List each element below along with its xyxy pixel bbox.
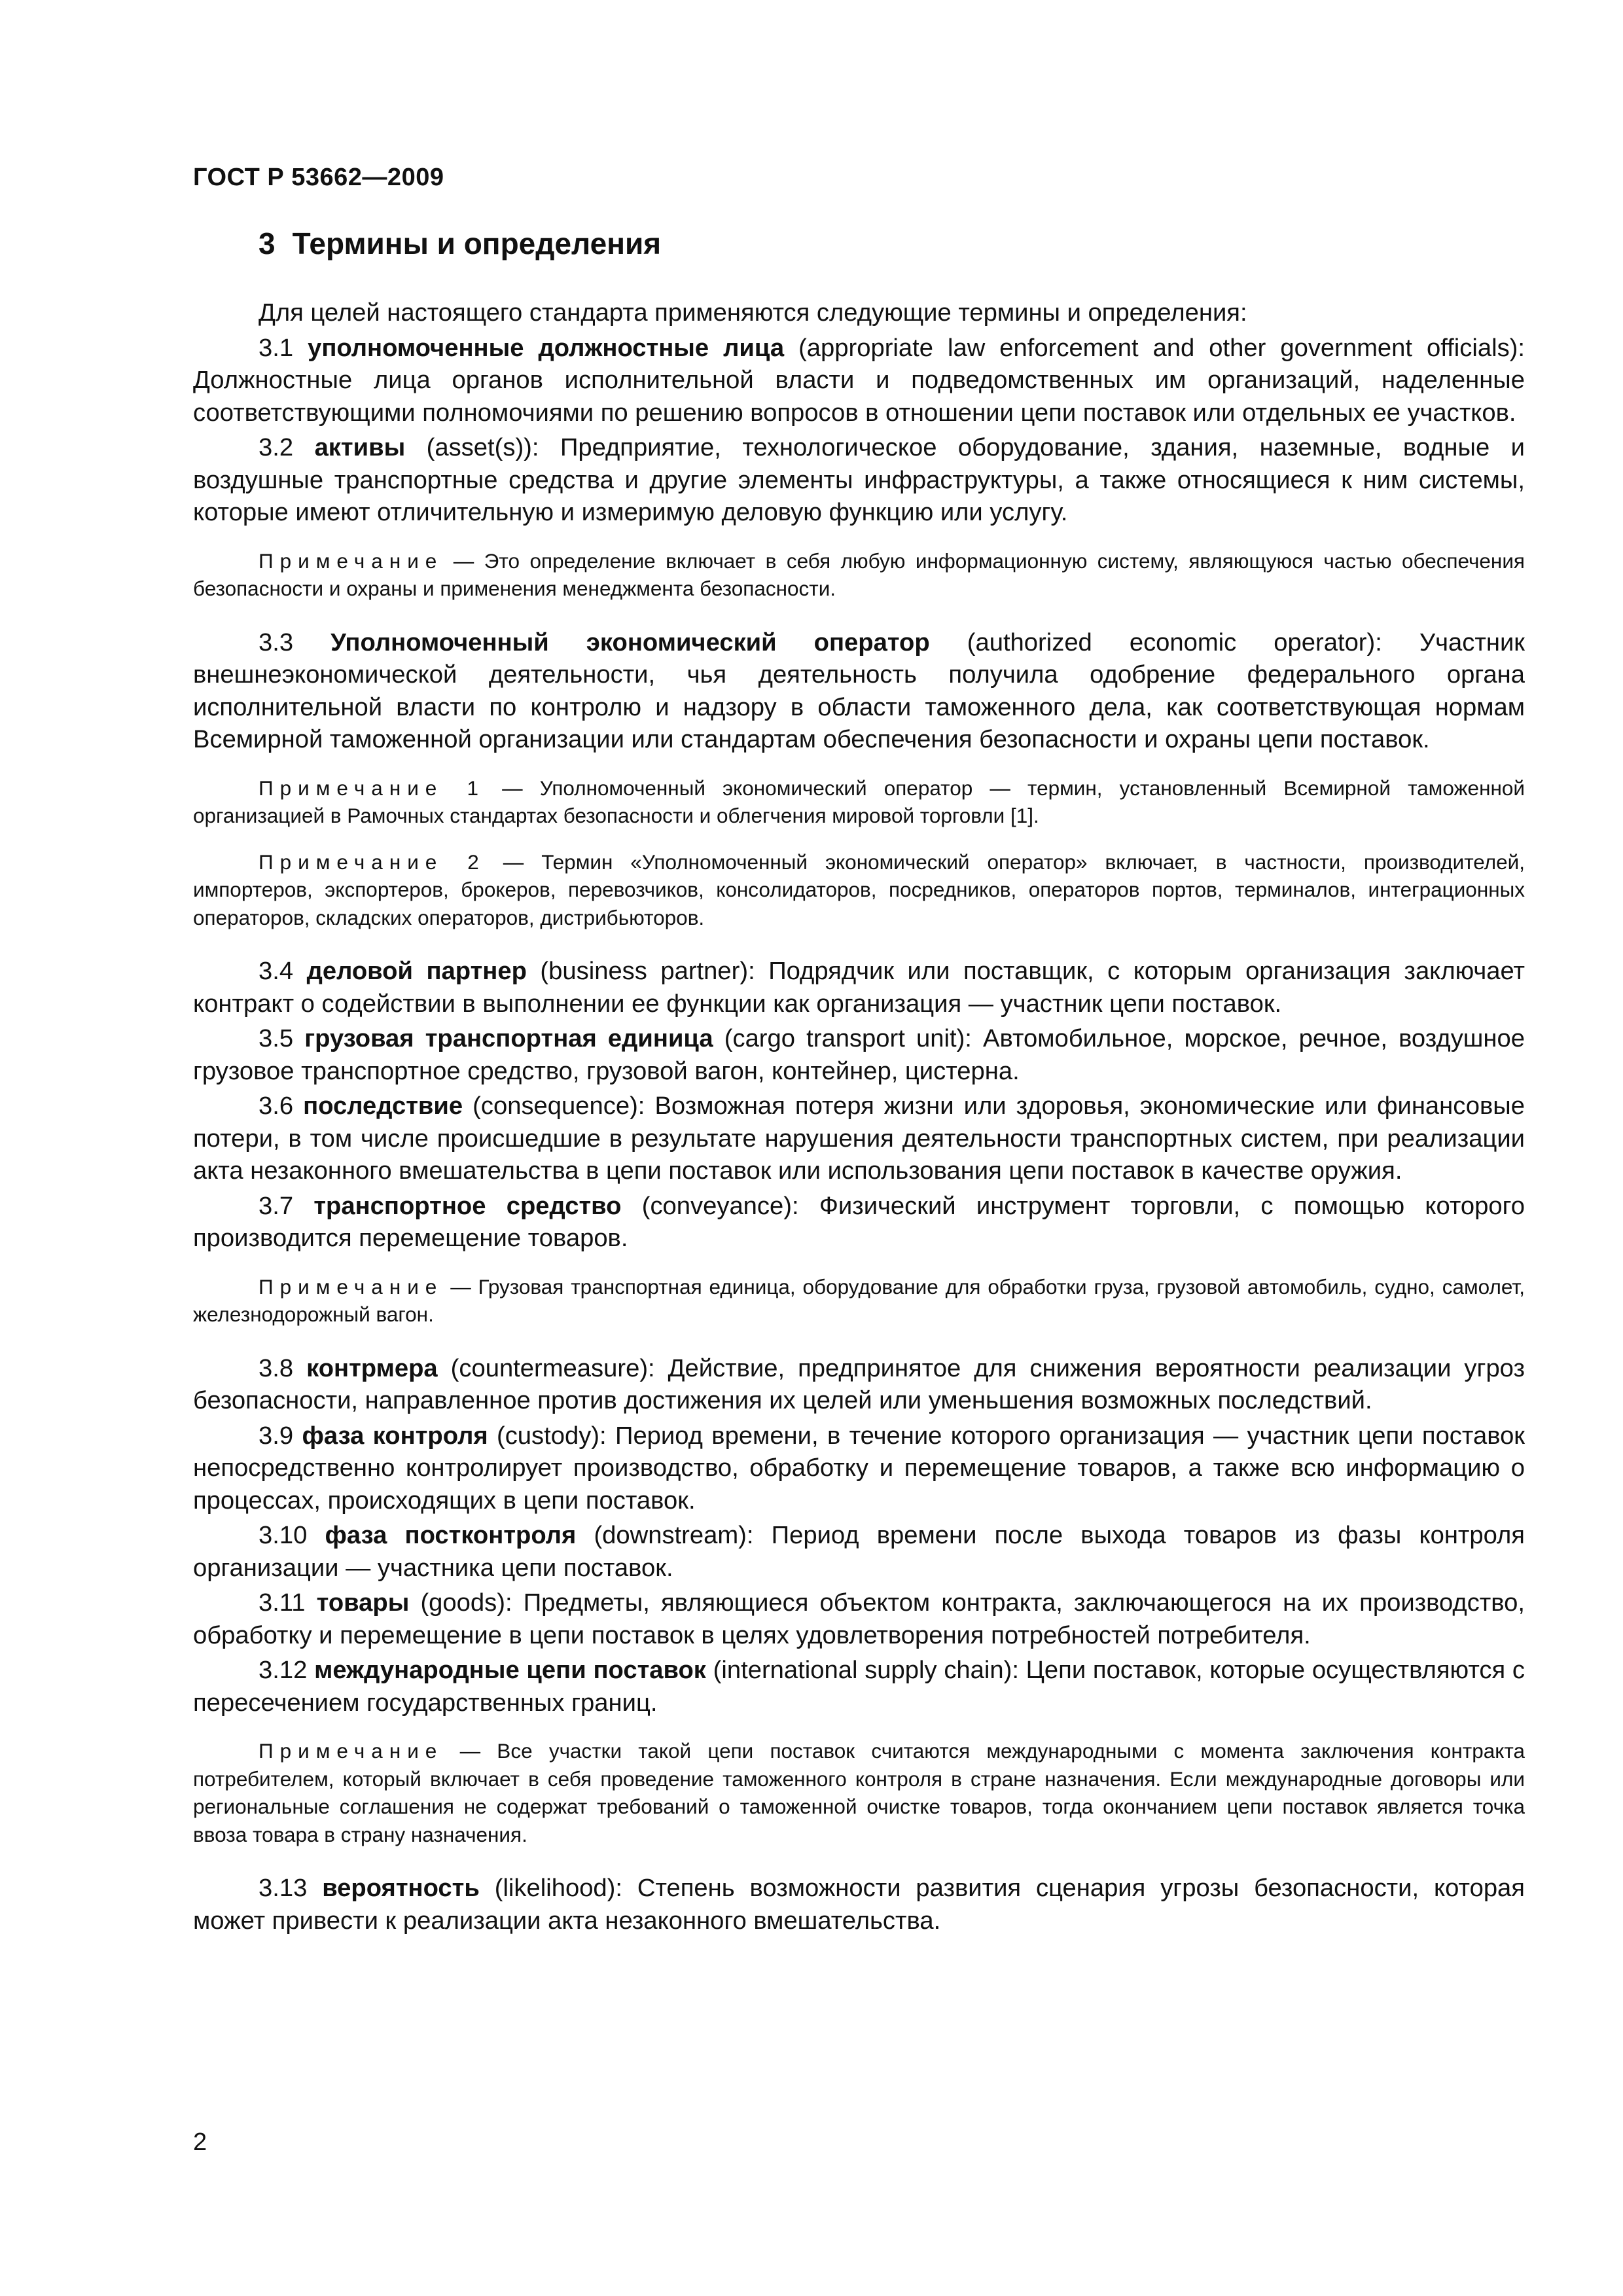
note-text: — Это определение включает в себя любую информационную систему, являющуюся частью обеспечения безопасности и охраны и применения менеджмента безопасности.: [193, 548, 1525, 600]
term-definition: (asset(s)): Предприятие, технологическое оборудование, здания, наземные, водные и воздушные транспортные средства и другие элементы инфраструктуры, а также относящиеся к ним системы, которые имеют отличительную и измеримую деловую функцию или услугу.: [193, 433, 1525, 526]
term-number: 3.8: [259, 1354, 294, 1382]
note-text: — Грузовая транспортная единица, оборудование для обработки груза, грузовой автомобиль, судно, самолет, железнодорожный вагон.: [193, 1274, 1525, 1326]
term-name: международные цепи поставок: [314, 1656, 706, 1684]
term-number: 3.4: [259, 957, 294, 985]
term-number: 3.12: [259, 1656, 308, 1684]
term-name: уполномоченные должностные лица: [308, 333, 785, 362]
term-number: 3.10: [259, 1521, 308, 1549]
page-number: 2: [193, 2128, 207, 2156]
section-number: 3: [259, 226, 276, 260]
term-definition: (countermeasure): Действие, предпринятое для снижения вероятности реализации угроз безопасности, направленное против достижения их целей или уменьшения возможных последствий.: [193, 1354, 1525, 1414]
term-name: фаза контроля: [302, 1421, 488, 1450]
note-label: Примечание: [259, 1739, 444, 1763]
term-3-3: [193, 626, 1525, 756]
term-definition: (business partner): Подрядчик или поставщик, с которым организация заключает контракт о содействии в выполнении ее функции как организация — участник цепи поставок.: [193, 957, 1525, 1018]
intro-paragraph: Для целей настоящего стандарта применяются следующие термины и определения:: [259, 298, 1247, 327]
term-definition: (likelihood): Степень возможности развития сценария угрозы безопасности, которая может привести к реализации акта незаконного вмешательства.: [193, 1874, 1525, 1935]
term-number: 3.6: [259, 1092, 294, 1120]
term-number: 3.9: [259, 1421, 294, 1450]
term-3-13: [193, 1872, 1525, 1937]
note-text: — Уполномоченный экономический оператор — термин, установленный Всемирной таможенной организацией в Рамочных стандартах безопасности и облегчения мировой торговли [1].: [193, 776, 1525, 827]
term-3-2: [193, 431, 1525, 529]
term-3-4: [193, 955, 1525, 1020]
note-3-2: [193, 547, 1525, 603]
note-label: Примечание 1: [259, 776, 485, 800]
section-title: [259, 226, 1525, 261]
note-label: Примечание: [259, 1274, 444, 1299]
term-definition: (cargo transport unit): Автомобильное, морское, речное, воздушное грузовое транспортное средство, грузовой вагон, контейнер, цистерна.: [193, 1024, 1525, 1085]
term-3-9: [193, 1420, 1525, 1517]
term-name: контрмера: [306, 1354, 438, 1382]
term-name: Уполномоченный экономический оператор: [330, 628, 930, 656]
note-text: — Термин «Уполномоченный экономический оператор» включает, в частности, производителей, импортеров, экспортеров, брокеров, перевозчиков, консолидаторов, посредников, операторов портов, терминалов, интеграционных операторов, складских операторов, дистрибьюторов.: [193, 850, 1525, 929]
note-3-3-2: [193, 848, 1525, 932]
term-name: деловой партнер: [306, 957, 527, 985]
note-3-3-1: [193, 774, 1525, 830]
term-name: грузовая транспортная единица: [304, 1024, 713, 1052]
term-definition: (appropriate law enforcement and other government officials): Должностные лица органов исполнительной власти и подведомственных им организаций, наделенные соответствующими полномочиями по решению вопросов в отношении цепи поставок или отдельных ее участков.: [193, 333, 1525, 427]
note-3-7: [193, 1273, 1525, 1329]
term-definition: (international supply chain): Цепи поставок, которые осуществляются с пересечением государственных границ.: [193, 1656, 1525, 1717]
term-3-8: [193, 1352, 1525, 1417]
term-number: 3.7: [259, 1191, 294, 1220]
term-number: 3.5: [259, 1024, 294, 1052]
term-number: 3.1: [259, 333, 294, 362]
document-page: [193, 164, 1525, 1939]
term-3-7: [193, 1190, 1525, 1255]
term-definition: (consequence): Возможная потеря жизни или здоровья, экономические или финансовые потери, в том числе происшедшие в результате нарушения деятельности транспортных систем, при реализации акта незаконного вмешательства в цепи поставок или использования цепи поставок в качестве оружия.: [193, 1092, 1525, 1185]
term-name: активы: [314, 433, 406, 461]
term-3-12: [193, 1654, 1525, 1719]
term-3-11: [193, 1587, 1525, 1651]
term-number: 3.3: [259, 628, 294, 656]
term-3-6: [193, 1090, 1525, 1187]
document-header: ГОСТ Р 53662—2009: [193, 164, 444, 191]
term-name: вероятность: [322, 1874, 480, 1902]
term-definition: (goods): Предметы, являющиеся объектом контракта, заключающегося на их производство, обработку и перемещение в цепи поставок в целях удовлетворения потребностей потребителя.: [193, 1588, 1525, 1649]
term-number: 3.11: [259, 1588, 306, 1617]
term-definition: (custody): Период времени, в течение которого организация — участник цепи поставок непосредственно контролирует производство, обработку и перемещение товаров, а также всю информацию о процессах, происходящих в цепи поставок.: [193, 1421, 1525, 1515]
section-heading: Термины и определения: [292, 226, 662, 260]
note-text: — Все участки такой цепи поставок считаются международными с момента заключения контракта потребителем, который включает в себя проведение таможенного контроля в стране назначения. Если международные договоры или региональные соглашения не содержат требований о таможенной очистке товаров, тогда окончанием цепи поставок является точка ввоза товара в страну назначения.: [193, 1739, 1525, 1846]
term-name: транспортное средство: [313, 1191, 622, 1220]
term-definition: (conveyance): Физический инструмент торговли, с помощью которого производится перемещение товаров.: [193, 1191, 1525, 1252]
note-label: Примечание 2: [259, 850, 486, 874]
note-3-12: [193, 1737, 1525, 1848]
term-name: товары: [316, 1588, 410, 1617]
term-name: фаза постконтроля: [325, 1521, 577, 1549]
term-number: 3.2: [259, 433, 294, 461]
term-name: последствие: [303, 1092, 463, 1120]
term-3-10: [193, 1519, 1525, 1584]
term-3-1: [193, 332, 1525, 429]
term-3-5: [193, 1022, 1525, 1087]
term-number: 3.13: [259, 1874, 308, 1902]
term-definition: (authorized economic operator): Участник внешнеэкономической деятельности, чья деятельность получила одобрение федерального органа исполнительной власти по контролю и надзору в области таможенного дела, как соответствующая нормам Всемирной таможенной организации или стандартам обеспечения безопасности и охраны цепи поставок.: [193, 628, 1525, 753]
note-label: Примечание: [259, 548, 444, 573]
term-definition: (downstream): Период времени после выхода товаров из фазы контроля организации — участника цепи поставок.: [193, 1521, 1525, 1582]
